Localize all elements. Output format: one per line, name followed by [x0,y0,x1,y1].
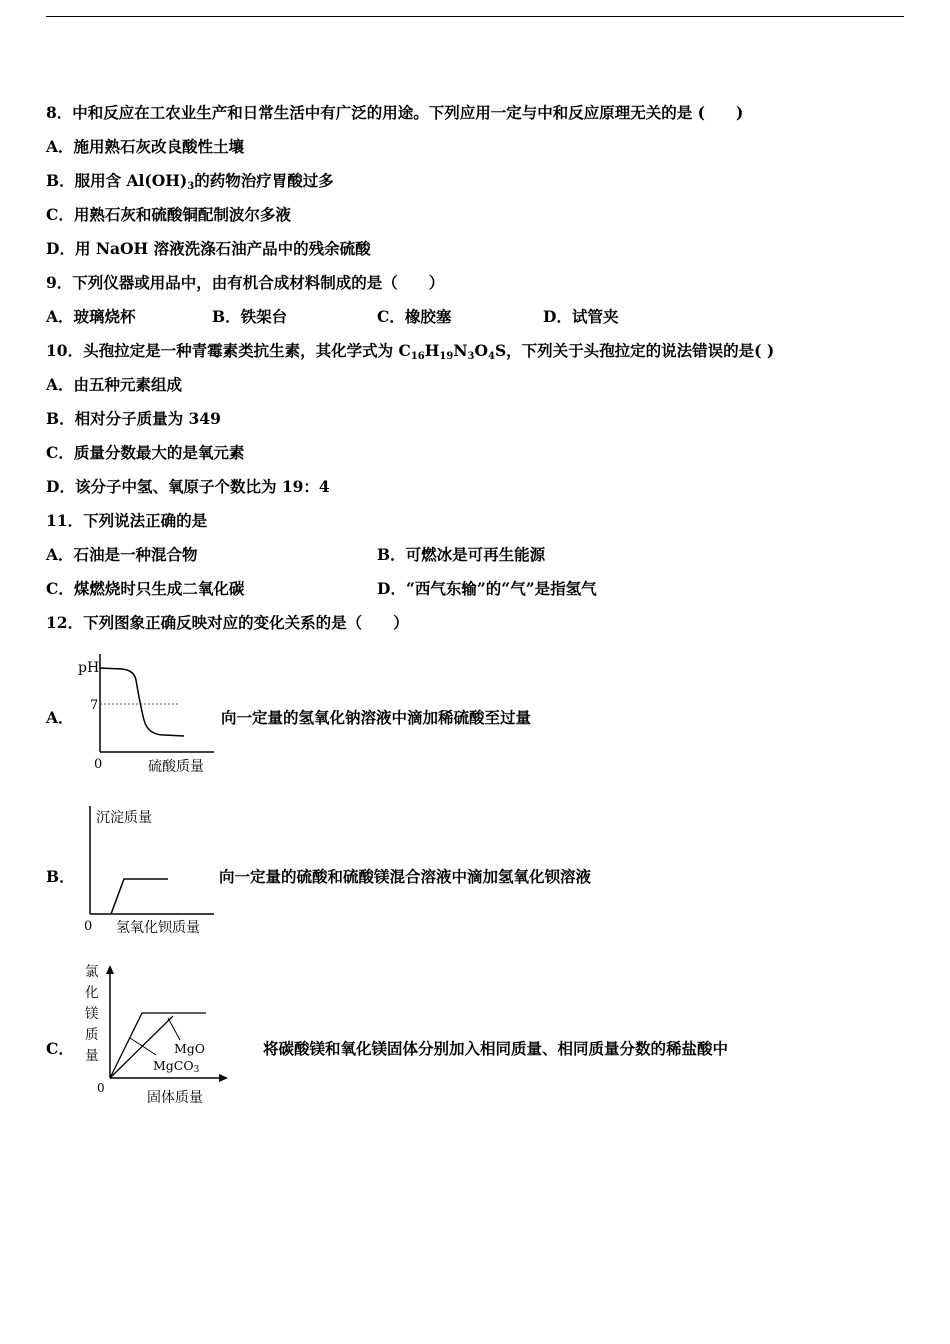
q9-option-c: C．橡胶塞 [377,307,452,326]
q9-stem: 9．下列仪器或用品中，由有机合成材料制成的是（ ） [46,273,445,292]
y-axis-label-char-5: 量 [85,1048,99,1064]
y-axis-label-char-4: 质 [85,1027,99,1043]
q10-option-c: C．质量分数最大的是氧元素 [46,443,245,462]
y-axis-label-char-2: 化 [85,985,99,1001]
q10-stem: 10．头孢拉定是一种青霉素类抗生素，其化学式为 $C_{16}H_{19}N_3O_4S$，下列关于头孢拉定的说法错误的是( ) [46,341,775,362]
q11-option-c: C．煤燃烧时只生成二氧化碳 [46,579,245,598]
precipitate-curve [111,879,168,914]
x-axis-arrow [219,1074,228,1082]
q10-option-a: A．由五种元素组成 [46,375,183,394]
q12-option-c-label: C． [46,1039,74,1058]
y-axis-label-char-3: 镁 [85,1006,99,1022]
q10-option-d: D．该分子中氢、氧原子个数比为 19：4 [46,477,330,496]
x-axis-label: 固体质量 [147,1090,203,1106]
origin-label: 0 [94,757,103,772]
q12-option-b-text: 向一定量的硫酸和硫酸镁混合溶液中滴加氢氧化钡溶液 [219,867,592,886]
q9-option-a: A．玻璃烧杯 [46,307,136,326]
x-axis-label: 硫酸质量 [148,759,204,775]
y-axis-arrow [106,965,114,974]
q12-graph-a [72,652,222,780]
q8-option-a: A．施用熟石灰改良酸性土壤 [46,137,245,156]
q11-option-b: B．可燃冰是可再生能源 [377,545,546,564]
ph-curve [100,668,184,736]
y-axis-label: pH [78,660,100,676]
q12-option-b-label: B． [46,867,75,886]
q12-graph-c [80,960,240,1110]
q8-stem: 8．中和反应在工农业生产和日常生活中有广泛的用途。下列应用一定与中和反应原理无关的是 ( ) [46,103,744,122]
x-axis-label: 氢氧化钡质量 [116,920,200,936]
q12-stem: 12．下列图象正确反映对应的变化关系的是（ ） [46,613,409,632]
q11-option-d: D．“西气东输”的“气”是指氢气 [377,579,597,598]
origin-label: 0 [84,919,93,934]
y-axis-label: 沉淀质量 [96,810,152,826]
q11-stem: 11．下列说法正确的是 [46,511,208,530]
mgo-label: MgO [174,1041,206,1056]
q10-option-b: B．相对分子质量为 349 [46,409,221,428]
q8-option-b: B．服用含 $Al(OH)_3$的药物治疗胃酸过多 [46,171,334,192]
q12-option-a-label: A． [46,708,74,727]
q9-option-d: D．试管夹 [543,307,619,326]
y-axis-label-char-1: 氯 [85,964,99,980]
q12-graph-b [80,802,220,940]
q12-option-c-text: 将碳酸镁和氧化镁固体分别加入相同质量、相同质量分数的稀盐酸中 [263,1039,729,1058]
q8-option-c: C．用熟石灰和硫酸铜配制波尔多液 [46,205,291,224]
origin-label: 0 [97,1081,105,1095]
header-rule [46,16,904,17]
y-tick-7: 7 [90,698,99,713]
mgco3-label: MgCO3 [153,1058,200,1075]
mgco3-pointer [130,1038,156,1055]
q8-option-d: D．用 NaOH 溶液洗涤石油产品中的残余硫酸 [46,239,371,258]
q12-option-a-text: 向一定量的氢氧化钠溶液中滴加稀硫酸至过量 [221,708,532,727]
q11-option-a: A．石油是一种混合物 [46,545,198,564]
q9-option-b: B．铁架台 [212,307,288,326]
mgo-pointer [168,1018,180,1040]
